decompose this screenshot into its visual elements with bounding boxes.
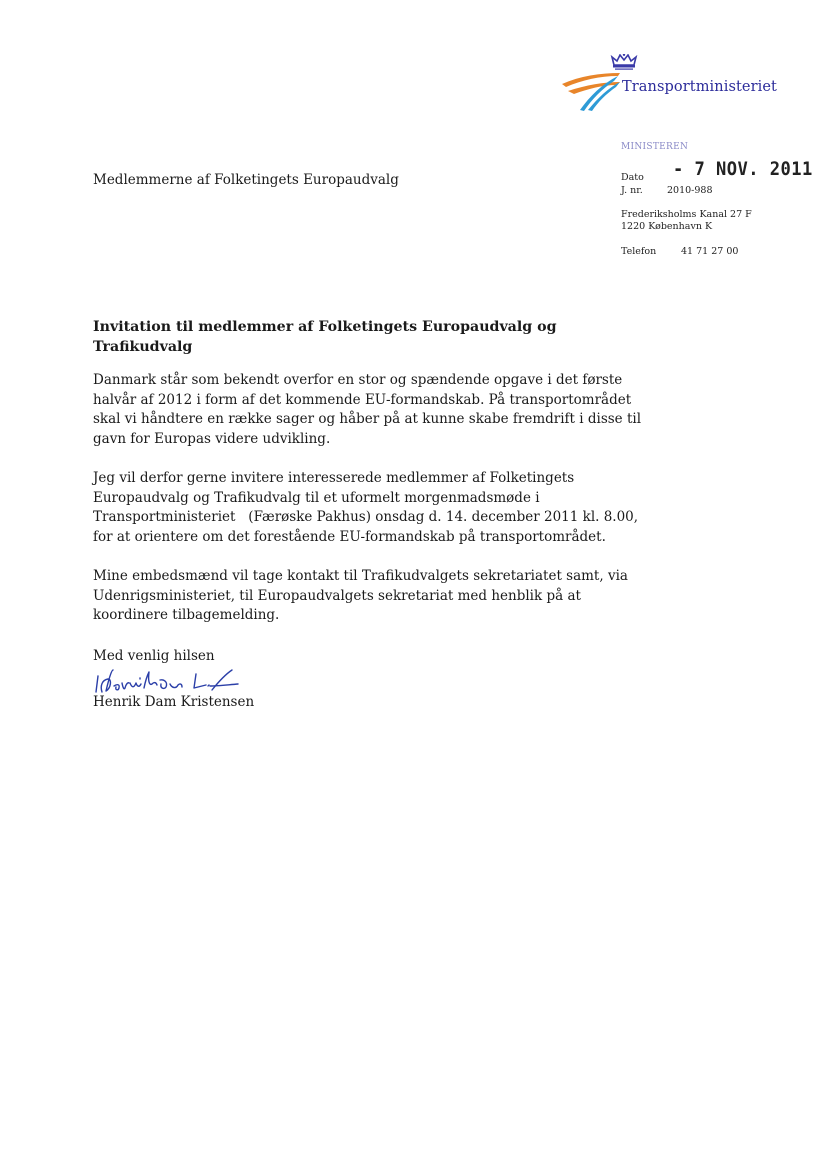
paragraph-line: Transportministeriet (Færøske Pakhus) onsdag d. 14. december 2011 kl. 8.00,: [93, 509, 639, 525]
paragraph-line: for at orientere om det forestående EU-formandskab på transportområdet.: [93, 528, 606, 545]
letter-body: [93, 318, 642, 646]
subject-line: Invitation til medlemmer af Folketingets Europaudvalg og: [93, 319, 557, 335]
sender-info: [621, 142, 813, 257]
paragraph-line: gavn for Europas videre udvikling.: [93, 430, 331, 447]
address-line-1: Frederiksholms Kanal 27 F: [621, 209, 752, 220]
paragraph-line: halvår af 2012 i form af det kommende EU-formandskab. På transportområdet: [93, 391, 632, 408]
address-line-2: 1220 København K: [621, 221, 713, 232]
date-label: Dato: [621, 172, 644, 183]
paragraph: [93, 371, 642, 449]
subject-heading: [93, 318, 593, 357]
jnr-value: 2010-988: [667, 185, 713, 196]
subject-line: Trafikudvalg: [93, 338, 193, 355]
paragraph: [93, 567, 628, 626]
ministry-name: Transportministeriet: [622, 79, 777, 95]
paragraph-line: skal vi håndtere en række sager og håber på at kunne skabe fremdrift i disse til: [93, 411, 642, 427]
sender-label: MINISTEREN: [621, 142, 689, 152]
paragraph-line: Mine embedsmænd vil tage kontakt til Trafikudvalgets sekretariatet samt, via: [93, 568, 628, 584]
paragraph-line: Udenrigsministeriet, til Europaudvalgets sekretariat med henblik på at: [93, 587, 581, 604]
paragraph-line: Danmark står som bekendt overfor en stor og spændende opgave i det første: [93, 372, 623, 388]
phone-label: Telefon: [621, 246, 657, 257]
closing: Med venlig hilsen: [93, 648, 215, 664]
recipient: Medlemmerne af Folketingets Europaudvalg: [93, 172, 399, 188]
paragraph-line: Europaudvalg og Trafikudvalg til et uformelt morgenmadsmøde i: [93, 489, 540, 506]
phone-value: 41 71 27 00: [681, 246, 739, 257]
paragraph-line: Jeg vil derfor gerne invitere interesserede medlemmer af Folketingets: [93, 470, 575, 486]
date-stamp: - 7 NOV. 2011: [673, 158, 813, 180]
paragraph-line: koordinere tilbagemelding.: [93, 607, 280, 623]
jnr-label: J. nr.: [621, 185, 643, 196]
ministry-logo: [560, 54, 775, 112]
paragraph: [93, 469, 639, 547]
signer-name: Henrik Dam Kristensen: [93, 694, 255, 710]
